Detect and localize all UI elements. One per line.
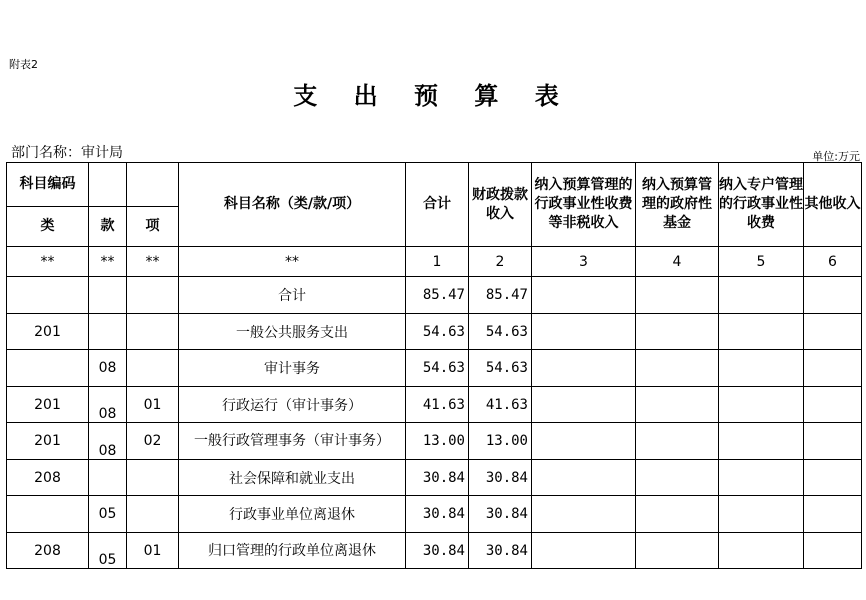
index-cell: 1 [406, 247, 469, 277]
name-cell: 一般公共服务支出 [179, 314, 406, 350]
class-cell: 208 [7, 460, 89, 496]
total-cell: 30.84 [406, 533, 469, 569]
item-cell [127, 314, 179, 350]
item-cell: 02 [127, 423, 179, 460]
name-cell: 行政运行（审计事务） [179, 387, 406, 423]
table-row [7, 277, 862, 314]
index-cell: ** [179, 247, 406, 277]
fiscal-cell: 54.63 [469, 314, 532, 350]
header-name: 科目名称（类/款/项） [179, 163, 406, 247]
item-cell [127, 277, 179, 314]
fiscal-cell: 30.84 [469, 460, 532, 496]
header-class: 类 [7, 207, 89, 247]
name-cell: 行政事业单位离退休 [179, 496, 406, 533]
name-cell: 社会保障和就业支出 [179, 460, 406, 496]
header-fiscal: 财政拨款收入 [469, 163, 532, 247]
section-cell: 08 [89, 350, 127, 387]
class-cell: 201 [7, 314, 89, 350]
fiscal-cell: 13.00 [469, 423, 532, 460]
department-label: 部门名称：审计局 [11, 145, 123, 161]
section-cell [89, 314, 127, 350]
unit-label: 单位:万元 [812, 150, 860, 163]
index-cell: ** [7, 247, 89, 277]
class-cell: 201 [7, 423, 89, 460]
total-cell: 85.47 [406, 277, 469, 314]
fiscal-cell: 85.47 [469, 277, 532, 314]
fiscal-cell: 54.63 [469, 350, 532, 387]
table-row [7, 533, 862, 569]
item-cell: 01 [127, 387, 179, 423]
header-fund: 纳入预算管理的政府性基金 [636, 163, 719, 247]
header-nontax: 纳入预算管理的行政事业性收费等非税收入 [532, 163, 636, 247]
section-cell: 08 [89, 423, 127, 460]
table-row [7, 423, 862, 460]
index-cell: ** [89, 247, 127, 277]
index-cell: 6 [804, 247, 862, 277]
header-section: 款 [89, 207, 127, 247]
index-cell: 5 [719, 247, 804, 277]
index-cell: 2 [469, 247, 532, 277]
total-cell: 54.63 [406, 350, 469, 387]
class-cell [7, 350, 89, 387]
table-row [7, 387, 862, 423]
table-row [7, 496, 862, 533]
name-cell: 审计事务 [179, 350, 406, 387]
index-cell: 3 [532, 247, 636, 277]
fiscal-cell: 30.84 [469, 533, 532, 569]
section-cell: 05 [89, 533, 127, 569]
header-item: 项 [127, 207, 179, 247]
class-cell: 201 [7, 387, 89, 423]
item-cell: 01 [127, 533, 179, 569]
section-cell: 05 [89, 496, 127, 533]
section-cell [89, 460, 127, 496]
header-code: 科目编码 [7, 163, 89, 207]
header-blank [89, 163, 127, 207]
item-cell [127, 460, 179, 496]
section-cell: 08 [89, 387, 127, 423]
name-cell: 归口管理的行政单位离退休 [179, 533, 406, 569]
table-row [7, 460, 862, 496]
total-cell: 13.00 [406, 423, 469, 460]
name-cell: 合计 [179, 277, 406, 314]
fiscal-cell: 41.63 [469, 387, 532, 423]
fiscal-cell: 30.84 [469, 496, 532, 533]
index-cell: ** [127, 247, 179, 277]
header-other: 其他收入 [804, 163, 862, 247]
page-title: 支 出 预 算 表 [293, 82, 573, 110]
index-row [7, 247, 862, 277]
class-cell [7, 277, 89, 314]
table-row [7, 350, 862, 387]
item-cell [127, 496, 179, 533]
table-row [7, 314, 862, 350]
section-cell [89, 277, 127, 314]
class-cell: 208 [7, 533, 89, 569]
total-cell: 30.84 [406, 460, 469, 496]
class-cell [7, 496, 89, 533]
header-blank [127, 163, 179, 207]
total-cell: 54.63 [406, 314, 469, 350]
item-cell [127, 350, 179, 387]
name-cell: 一般行政管理事务（审计事务） [179, 423, 406, 460]
header-special: 纳入专户管理的行政事业性收费 [719, 163, 804, 247]
total-cell: 30.84 [406, 496, 469, 533]
header-total: 合计 [406, 163, 469, 247]
budget-table [6, 162, 862, 569]
total-cell: 41.63 [406, 387, 469, 423]
attachment-label: 附表2 [9, 58, 38, 71]
index-cell: 4 [636, 247, 719, 277]
